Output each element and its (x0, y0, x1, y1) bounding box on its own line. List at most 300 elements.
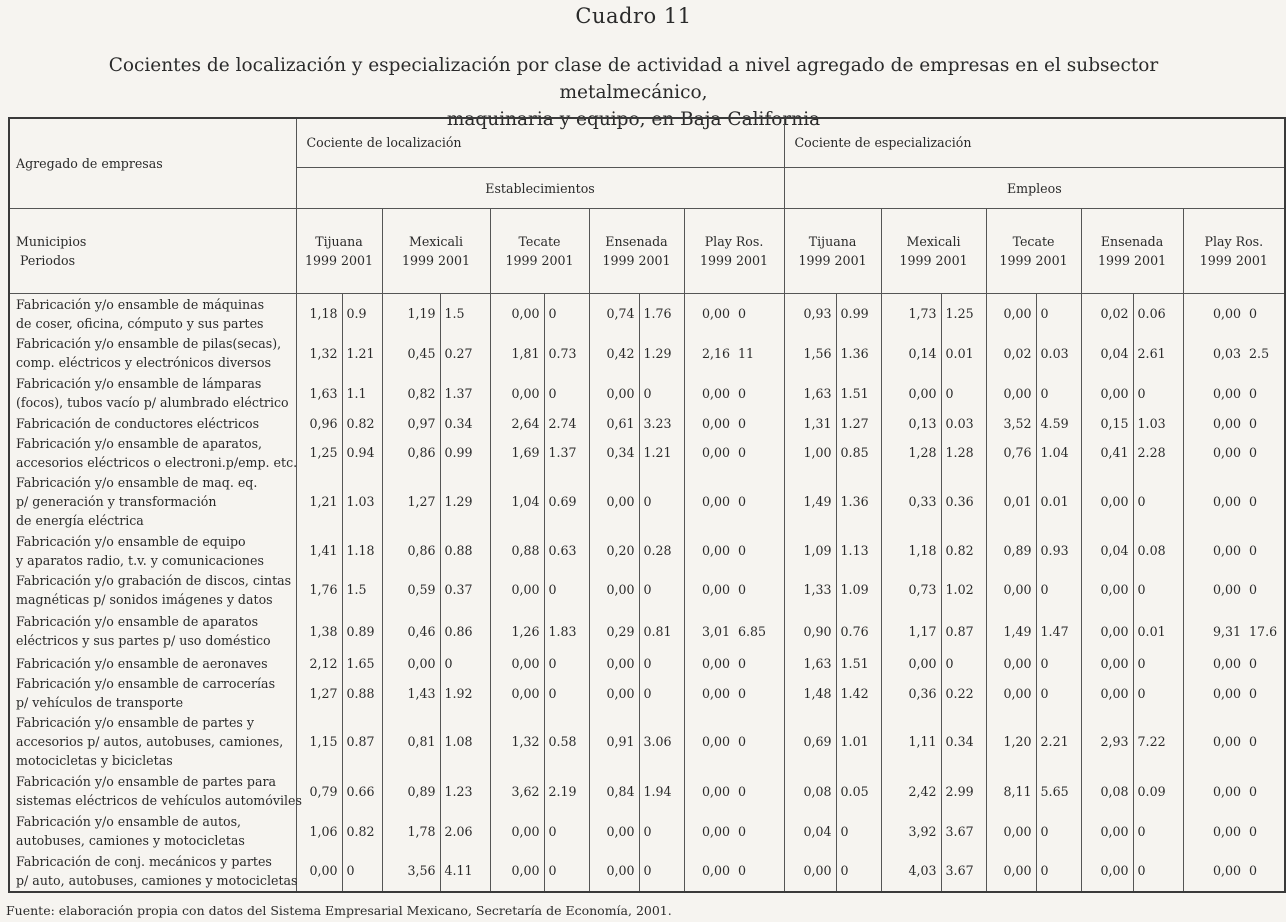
loc-value-2001: 4.11 (440, 851, 490, 892)
loc-value-2001: 0.58 (544, 713, 589, 772)
esp-value-2001: 4.59 (1036, 413, 1081, 434)
esp-value-1999: 1,48 (784, 673, 836, 712)
loc-value-2001: 0.28 (639, 531, 684, 570)
esp-value-2001: 0.08 (1133, 531, 1183, 570)
esp-value-1999: 1,28 (881, 433, 941, 472)
esp-value-2001: 0.09 (1133, 771, 1183, 811)
esp-value-2001: 0 (1249, 415, 1258, 431)
row-label-line: motocicletas y bicicletas (16, 753, 173, 769)
esp-value-1999: 0,00 (986, 570, 1036, 609)
esp-value-1999: 0,00 (1183, 851, 1245, 892)
esp-value-2001: 0 (1249, 823, 1258, 839)
esp-value-2001: 2.21 (1036, 713, 1081, 772)
row-label (9, 771, 302, 811)
esp-value-2001: 0.36 (941, 472, 986, 531)
esp-value-1999: 0,90 (784, 610, 836, 653)
esp-value-1999: 2,93 (1081, 713, 1133, 772)
esp-value-1999: 1,00 (784, 433, 836, 472)
esp-value-2001: 0 (1133, 812, 1183, 851)
esp-value-2001: 0.87 (941, 610, 986, 653)
loc-value-2001: 0.69 (544, 472, 589, 531)
row-label-line: eléctricos y sus partes p/ uso doméstico (16, 633, 271, 649)
esp-value-1999: 0,04 (1081, 333, 1133, 373)
loc-value-1999: 1,27 (296, 673, 342, 712)
loc-value-1999: 2,16 (684, 333, 734, 373)
loc-value-2001: 2.19 (544, 771, 589, 811)
esp-value-2001: 0.85 (836, 433, 881, 472)
loc-value-1999: 0,00 (684, 812, 734, 851)
row-label-line: y aparatos radio, t.v. y comunicaciones (16, 552, 264, 568)
esp-value-1999: 0,00 (1081, 812, 1133, 851)
esp-value-2001: 0.82 (941, 531, 986, 570)
loc-value-2001: 3.23 (639, 413, 684, 434)
municipio-header (784, 209, 881, 294)
loc-value-1999: 0,74 (589, 293, 639, 333)
loc-value-2001: 0 (738, 306, 747, 322)
loc-value-1999: 0,46 (382, 610, 440, 653)
municipio-header (881, 209, 986, 294)
esp-value-2001: 0 (1036, 851, 1081, 892)
esp-value-1999: 2,42 (881, 771, 941, 811)
loc-value-1999: 0,00 (490, 293, 544, 333)
table-row (9, 413, 1285, 434)
esp-value-2001: 1.36 (836, 472, 881, 531)
periodos-years: 1999 2001 (401, 252, 471, 268)
caption-line-1: Cocientes de localización y especialización por clase de actividad a nivel agregado de empresas en el subsector metalmecánico, (108, 55, 1159, 103)
esp-value-1999: 0,08 (784, 771, 836, 811)
esp-value-2001: 0 (1249, 445, 1258, 461)
loc-value-2001: 2.06 (440, 812, 490, 851)
esp-value-2001: 0 (1249, 385, 1258, 401)
loc-value-2001: 2.74 (544, 413, 589, 434)
row-label (9, 472, 296, 531)
loc-value-1999: 1,43 (382, 673, 440, 712)
municipio-header (382, 209, 490, 294)
loc-value-2001: 0 (738, 582, 747, 598)
esp-value-1999: 0,00 (1081, 610, 1133, 653)
esp-value-2001: 0.01 (941, 333, 986, 373)
esp-value-2001: 0.03 (1036, 333, 1081, 373)
esp-value-1999: 0,00 (1183, 713, 1245, 772)
loc-value-1999: 0,00 (296, 851, 342, 892)
esp-value-2001: 0.05 (836, 771, 881, 811)
loc-value-1999: 0,00 (684, 293, 734, 333)
loc-value-1999: 0,88 (490, 531, 544, 570)
loc-value-2001: 1.37 (440, 374, 490, 413)
table-row (9, 713, 1285, 772)
loc-value-1999: 0,00 (684, 713, 734, 772)
loc-value-1999: 0,34 (589, 433, 639, 472)
esp-value-1999: 0,00 (1183, 293, 1245, 333)
esp-value-1999: 0,00 (1183, 531, 1245, 570)
row-label-line: autobuses, camiones y motocicletas (16, 833, 245, 849)
esp-value-1999: 1,49 (784, 472, 836, 531)
row-label-line: p/ generación y transformación (16, 494, 217, 510)
municipio-name: Mexicali (408, 233, 464, 249)
loc-value-1999: 1,69 (490, 433, 544, 472)
loc-value-2001: 0 (544, 812, 589, 851)
row-label-line: Fabricación y/o ensamble de aparatos (16, 614, 259, 630)
esp-value-1999: 0,04 (784, 812, 836, 851)
esp-value-2001: 0 (1036, 374, 1081, 413)
esp-value-2001: 0 (1249, 582, 1258, 598)
row-label (9, 374, 296, 413)
esp-value-1999: 0,01 (986, 472, 1036, 531)
loc-value-1999: 0,81 (382, 713, 440, 772)
establecimientos-header: Establecimientos (296, 167, 784, 208)
loc-value-1999: 0,42 (589, 333, 639, 373)
esp-value-2001: 0 (1133, 374, 1183, 413)
loc-value-1999: 1,38 (296, 610, 342, 653)
esp-value-2001: 0 (1036, 673, 1081, 712)
loc-value-2001: 1.76 (639, 293, 684, 333)
header-row-groups (9, 118, 1285, 167)
loc-value-2001: 0 (440, 653, 490, 674)
loc-value-1999: 0,00 (684, 472, 734, 531)
esp-value-2001: 0 (1133, 673, 1183, 712)
loc-value-1999: 0,00 (490, 812, 544, 851)
periodos-label: Periodos (20, 252, 76, 268)
esp-value-1999: 0,00 (1081, 653, 1133, 674)
esp-value-2001: 1.03 (1133, 413, 1183, 434)
esp-value-1999: 1,11 (881, 713, 941, 772)
row-label-line: comp. eléctricos y electrónicos diversos (16, 355, 272, 371)
esp-value-2001: 0 (1036, 653, 1081, 674)
loc-value-2001: 0 (738, 445, 747, 461)
loc-value-1999: 1,63 (296, 374, 342, 413)
esp-value-1999: 3,52 (986, 413, 1036, 434)
esp-value-1999: 0,00 (1183, 570, 1245, 609)
loc-value-1999: 0,20 (589, 531, 639, 570)
esp-value-1999: 1,20 (986, 713, 1036, 772)
loc-value-1999: 0,86 (382, 531, 440, 570)
esp-value-2001: 0 (1249, 543, 1258, 559)
row-label-line: magnéticas p/ sonidos imágenes y datos (16, 591, 273, 607)
loc-value-2001: 0 (639, 472, 684, 531)
loc-value-2001: 0.88 (342, 673, 382, 712)
row-label-line: accesorios p/ autos, autobuses, camiones, (16, 734, 284, 750)
row-label (9, 333, 296, 373)
row-label (9, 433, 296, 472)
municipio-header (684, 209, 784, 294)
loc-value-1999: 1,04 (490, 472, 544, 531)
esp-value-2001: 0 (1133, 851, 1183, 892)
esp-value-1999: 0,33 (881, 472, 941, 531)
esp-value-1999: 0,04 (1081, 531, 1133, 570)
esp-value-1999: 0,00 (986, 293, 1036, 333)
loc-value-2001: 0 (738, 783, 747, 799)
row-label-line: Fabricación y/o ensamble de aeronaves (16, 655, 268, 671)
row-label (9, 413, 296, 434)
cociente-localizacion-header: Cociente de localización (296, 118, 784, 167)
esp-value-1999: 9,31 (1183, 610, 1245, 653)
loc-value-2001: 0 (544, 570, 589, 609)
loc-value-1999: 3,56 (382, 851, 440, 892)
loc-value-2001: 3.06 (639, 713, 684, 772)
esp-value-2001: 5.65 (1036, 771, 1081, 811)
esp-value-2001: 0 (836, 812, 881, 851)
loc-value-2001: 1.37 (544, 433, 589, 472)
loc-value-2001: 0.99 (440, 433, 490, 472)
esp-value-2001: 1.51 (836, 374, 881, 413)
loc-value-1999: 1,15 (296, 713, 342, 772)
table-row (9, 851, 1285, 892)
esp-value-1999: 8,11 (986, 771, 1036, 811)
table-row (9, 673, 1285, 712)
loc-value-2001: 6.85 (738, 623, 767, 639)
loc-value-2001: 1.08 (440, 713, 490, 772)
loc-value-1999: 0,59 (382, 570, 440, 609)
loc-value-2001: 1.23 (440, 771, 490, 811)
loc-value-1999: 0,00 (589, 374, 639, 413)
loc-value-1999: 0,00 (589, 653, 639, 674)
esp-value-2001: 1.42 (836, 673, 881, 712)
esp-value-1999: 1,63 (784, 653, 836, 674)
loc-value-2001: 1.29 (639, 333, 684, 373)
table-row (9, 374, 1285, 413)
loc-value-2001: 0 (738, 655, 747, 671)
esp-value-2001: 0 (1249, 863, 1258, 879)
row-label-line: Fabricación y/o ensamble de partes y (16, 715, 255, 731)
esp-value-2001: 1.04 (1036, 433, 1081, 472)
loc-value-1999: 2,12 (296, 653, 342, 674)
loc-value-2001: 0 (639, 374, 684, 413)
row-label-line: de energía eléctrica (16, 513, 144, 529)
esp-value-1999: 0,15 (1081, 413, 1133, 434)
esp-value-2001: 3.67 (941, 851, 986, 892)
loc-value-2001: 0.81 (639, 610, 684, 653)
loc-value-2001: 0.37 (440, 570, 490, 609)
table-row (9, 472, 1285, 531)
loc-value-1999: 0,00 (684, 570, 734, 609)
esp-value-1999: 0,00 (1183, 771, 1245, 811)
loc-value-2001: 0 (639, 570, 684, 609)
municipio-header (1183, 209, 1285, 294)
loc-value-2001: 0 (639, 812, 684, 851)
esp-value-1999: 0,08 (1081, 771, 1133, 811)
loc-value-1999: 0,00 (684, 653, 734, 674)
municipio-name: Ensenada (605, 233, 668, 249)
loc-value-1999: 1,32 (490, 713, 544, 772)
loc-value-2001: 1.5 (440, 293, 490, 333)
esp-value-1999: 0,36 (881, 673, 941, 712)
loc-value-2001: 1.92 (440, 673, 490, 712)
loc-value-2001: 0.94 (342, 433, 382, 472)
esp-value-1999: 0,00 (986, 812, 1036, 851)
row-label (9, 610, 296, 653)
loc-value-2001: 0 (738, 685, 747, 701)
esp-value-2001: 0.99 (836, 293, 881, 333)
table-row (9, 570, 1285, 609)
periodos-years: 1999 2001 (304, 252, 374, 268)
loc-value-2001: 0 (738, 543, 747, 559)
loc-value-2001: 1.29 (440, 472, 490, 531)
esp-value-1999: 0,69 (784, 713, 836, 772)
esp-value-2001: 1.27 (836, 413, 881, 434)
loc-value-1999: 0,00 (684, 673, 734, 712)
periodos-years: 1999 2001 (899, 252, 968, 268)
esp-value-1999: 1,17 (881, 610, 941, 653)
esp-value-2001: 0 (1249, 494, 1258, 510)
periodos-years: 1999 2001 (1097, 252, 1167, 268)
loc-value-2001: 0 (738, 385, 747, 401)
esp-value-1999: 0,00 (1183, 812, 1245, 851)
loc-value-1999: 0,84 (589, 771, 639, 811)
periodos-years: 1999 2001 (505, 252, 574, 268)
esp-value-1999: 0,00 (986, 673, 1036, 712)
loc-value-2001: 0.66 (342, 771, 382, 811)
esp-value-2001: 1.09 (836, 570, 881, 609)
esp-value-2001: 0 (941, 653, 986, 674)
esp-value-2001: 1.01 (836, 713, 881, 772)
municipio-header (589, 209, 684, 294)
source-footnote: Fuente: elaboración propia con datos del Sistema Empresarial Mexicano, Secretaría de Economía, 2001. (6, 903, 672, 918)
loc-value-1999: 0,00 (490, 673, 544, 712)
row-label-line: Fabricación y/o ensamble de autos, (16, 814, 242, 830)
table-number-title: Cuadro 11 (575, 4, 692, 28)
esp-value-1999: 0,76 (986, 433, 1036, 472)
esp-value-1999: 0,00 (784, 851, 836, 892)
loc-value-1999: 0,82 (382, 374, 440, 413)
esp-value-1999: 0,13 (881, 413, 941, 434)
esp-value-1999: 0,00 (1081, 374, 1133, 413)
esp-value-1999: 1,31 (784, 413, 836, 434)
esp-value-2001: 0 (1249, 306, 1258, 322)
loc-value-2001: 0 (544, 374, 589, 413)
esp-value-1999: 0,00 (1183, 472, 1245, 531)
loc-value-1999: 1,18 (296, 293, 342, 333)
loc-value-1999: 3,01 (684, 610, 734, 653)
row-label-line: Fabricación y/o ensamble de lámparas (16, 376, 262, 392)
esp-value-1999: 0,03 (1183, 333, 1245, 373)
municipio-name: Play Ros. (1204, 233, 1264, 249)
row-label-line: Fabricación y/o ensamble de aparatos, (16, 435, 263, 451)
esp-value-1999: 0,00 (1081, 673, 1133, 712)
periodos-years: 1999 2001 (999, 252, 1068, 268)
table-row (9, 812, 1285, 851)
loc-value-1999: 0,00 (589, 570, 639, 609)
empleos-header: Empleos (784, 167, 1285, 208)
esp-value-2001: 1.28 (941, 433, 986, 472)
loc-value-1999: 0,00 (684, 851, 734, 892)
esp-value-2001: 0 (1249, 685, 1258, 701)
esp-value-1999: 0,00 (1081, 570, 1133, 609)
table-row (9, 531, 1285, 570)
loc-value-2001: 0 (639, 653, 684, 674)
row-label-line: Fabricación de conductores eléctricos (16, 415, 260, 431)
loc-value-1999: 1,21 (296, 472, 342, 531)
loc-value-2001: 11 (738, 345, 755, 361)
municipio-header (490, 209, 589, 294)
row-label (9, 293, 296, 333)
loc-value-1999: 0,00 (684, 771, 734, 811)
esp-value-1999: 1,56 (784, 333, 836, 373)
esp-value-1999: 0,00 (881, 653, 941, 674)
loc-value-1999: 0,00 (684, 374, 734, 413)
loc-value-1999: 0,00 (589, 472, 639, 531)
esp-value-2001: 0 (1133, 570, 1183, 609)
row-label-line: Fabricación y/o ensamble de equipo (16, 533, 246, 549)
esp-value-2001: 0 (1249, 655, 1258, 671)
esp-value-2001: 0.93 (1036, 531, 1081, 570)
loc-value-1999: 2,64 (490, 413, 544, 434)
loc-value-1999: 0,79 (296, 771, 342, 811)
row-label (9, 713, 296, 772)
loc-value-1999: 1,78 (382, 812, 440, 851)
loc-value-2001: 0.82 (342, 413, 382, 434)
row-label (9, 812, 296, 851)
esp-value-1999: 0,73 (881, 570, 941, 609)
loc-value-2001: 0 (544, 293, 589, 333)
row-label-line: Fabricación y/o ensamble de partes para (16, 774, 276, 790)
loc-value-1999: 0,86 (382, 433, 440, 472)
row-label-line: accesorios eléctricos o electroni.p/emp. etc. (16, 454, 298, 470)
loc-value-1999: 1,25 (296, 433, 342, 472)
row-label-line: sistemas eléctricos de vehículos automóviles (16, 793, 302, 809)
loc-value-2001: 0 (544, 653, 589, 674)
row-label (9, 570, 296, 609)
row-label-line: Fabricación y/o ensamble de carrocerías (16, 676, 276, 691)
municipio-name: Tecate (1012, 233, 1055, 249)
loc-value-2001: 0 (544, 851, 589, 892)
loc-value-2001: 1.18 (342, 531, 382, 570)
esp-value-2001: 0.34 (941, 713, 986, 772)
municipio-name: Tijuana (808, 233, 857, 249)
esp-value-2001: 0 (1036, 570, 1081, 609)
esp-value-2001: 7.22 (1133, 713, 1183, 772)
loc-value-1999: 0,97 (382, 413, 440, 434)
loc-value-1999: 0,00 (490, 653, 544, 674)
loc-value-2001: 1.21 (342, 333, 382, 373)
loc-value-1999: 0,91 (589, 713, 639, 772)
esp-value-2001: 0 (941, 374, 986, 413)
loc-value-1999: 0,61 (589, 413, 639, 434)
loc-value-1999: 0,00 (490, 374, 544, 413)
loc-value-1999: 0,00 (684, 531, 734, 570)
esp-value-2001: 0.03 (941, 413, 986, 434)
municipio-name: Tijuana (315, 233, 363, 249)
loc-value-2001: 0 (738, 415, 747, 431)
loc-value-1999: 1,26 (490, 610, 544, 653)
esp-value-1999: 0,00 (986, 653, 1036, 674)
esp-value-1999: 0,00 (1183, 673, 1245, 712)
loc-value-2001: 0 (544, 673, 589, 712)
esp-value-1999: 0,93 (784, 293, 836, 333)
loc-value-1999: 0,29 (589, 610, 639, 653)
esp-value-1999: 0,00 (1183, 374, 1245, 413)
loc-value-1999: 0,00 (490, 570, 544, 609)
esp-value-1999: 0,00 (986, 851, 1036, 892)
loc-value-2001: 0 (342, 851, 382, 892)
table-row (9, 433, 1285, 472)
loc-value-2001: 0 (639, 851, 684, 892)
loc-value-1999: 0,00 (589, 851, 639, 892)
table-row (9, 293, 1285, 333)
loc-value-2001: 0 (639, 673, 684, 712)
esp-value-2001: 1.13 (836, 531, 881, 570)
header-row-municipios (9, 209, 1285, 294)
esp-value-2001: 2.28 (1133, 433, 1183, 472)
esp-value-2001: 0.22 (941, 673, 986, 712)
esp-value-1999: 1,09 (784, 531, 836, 570)
loc-value-1999: 3,62 (490, 771, 544, 811)
esp-value-1999: 0,02 (986, 333, 1036, 373)
municipio-header (296, 209, 382, 294)
loc-value-1999: 0,00 (589, 812, 639, 851)
esp-value-2001: 1.02 (941, 570, 986, 609)
loc-value-2001: 1.65 (342, 653, 382, 674)
loc-value-1999: 1,81 (490, 333, 544, 373)
